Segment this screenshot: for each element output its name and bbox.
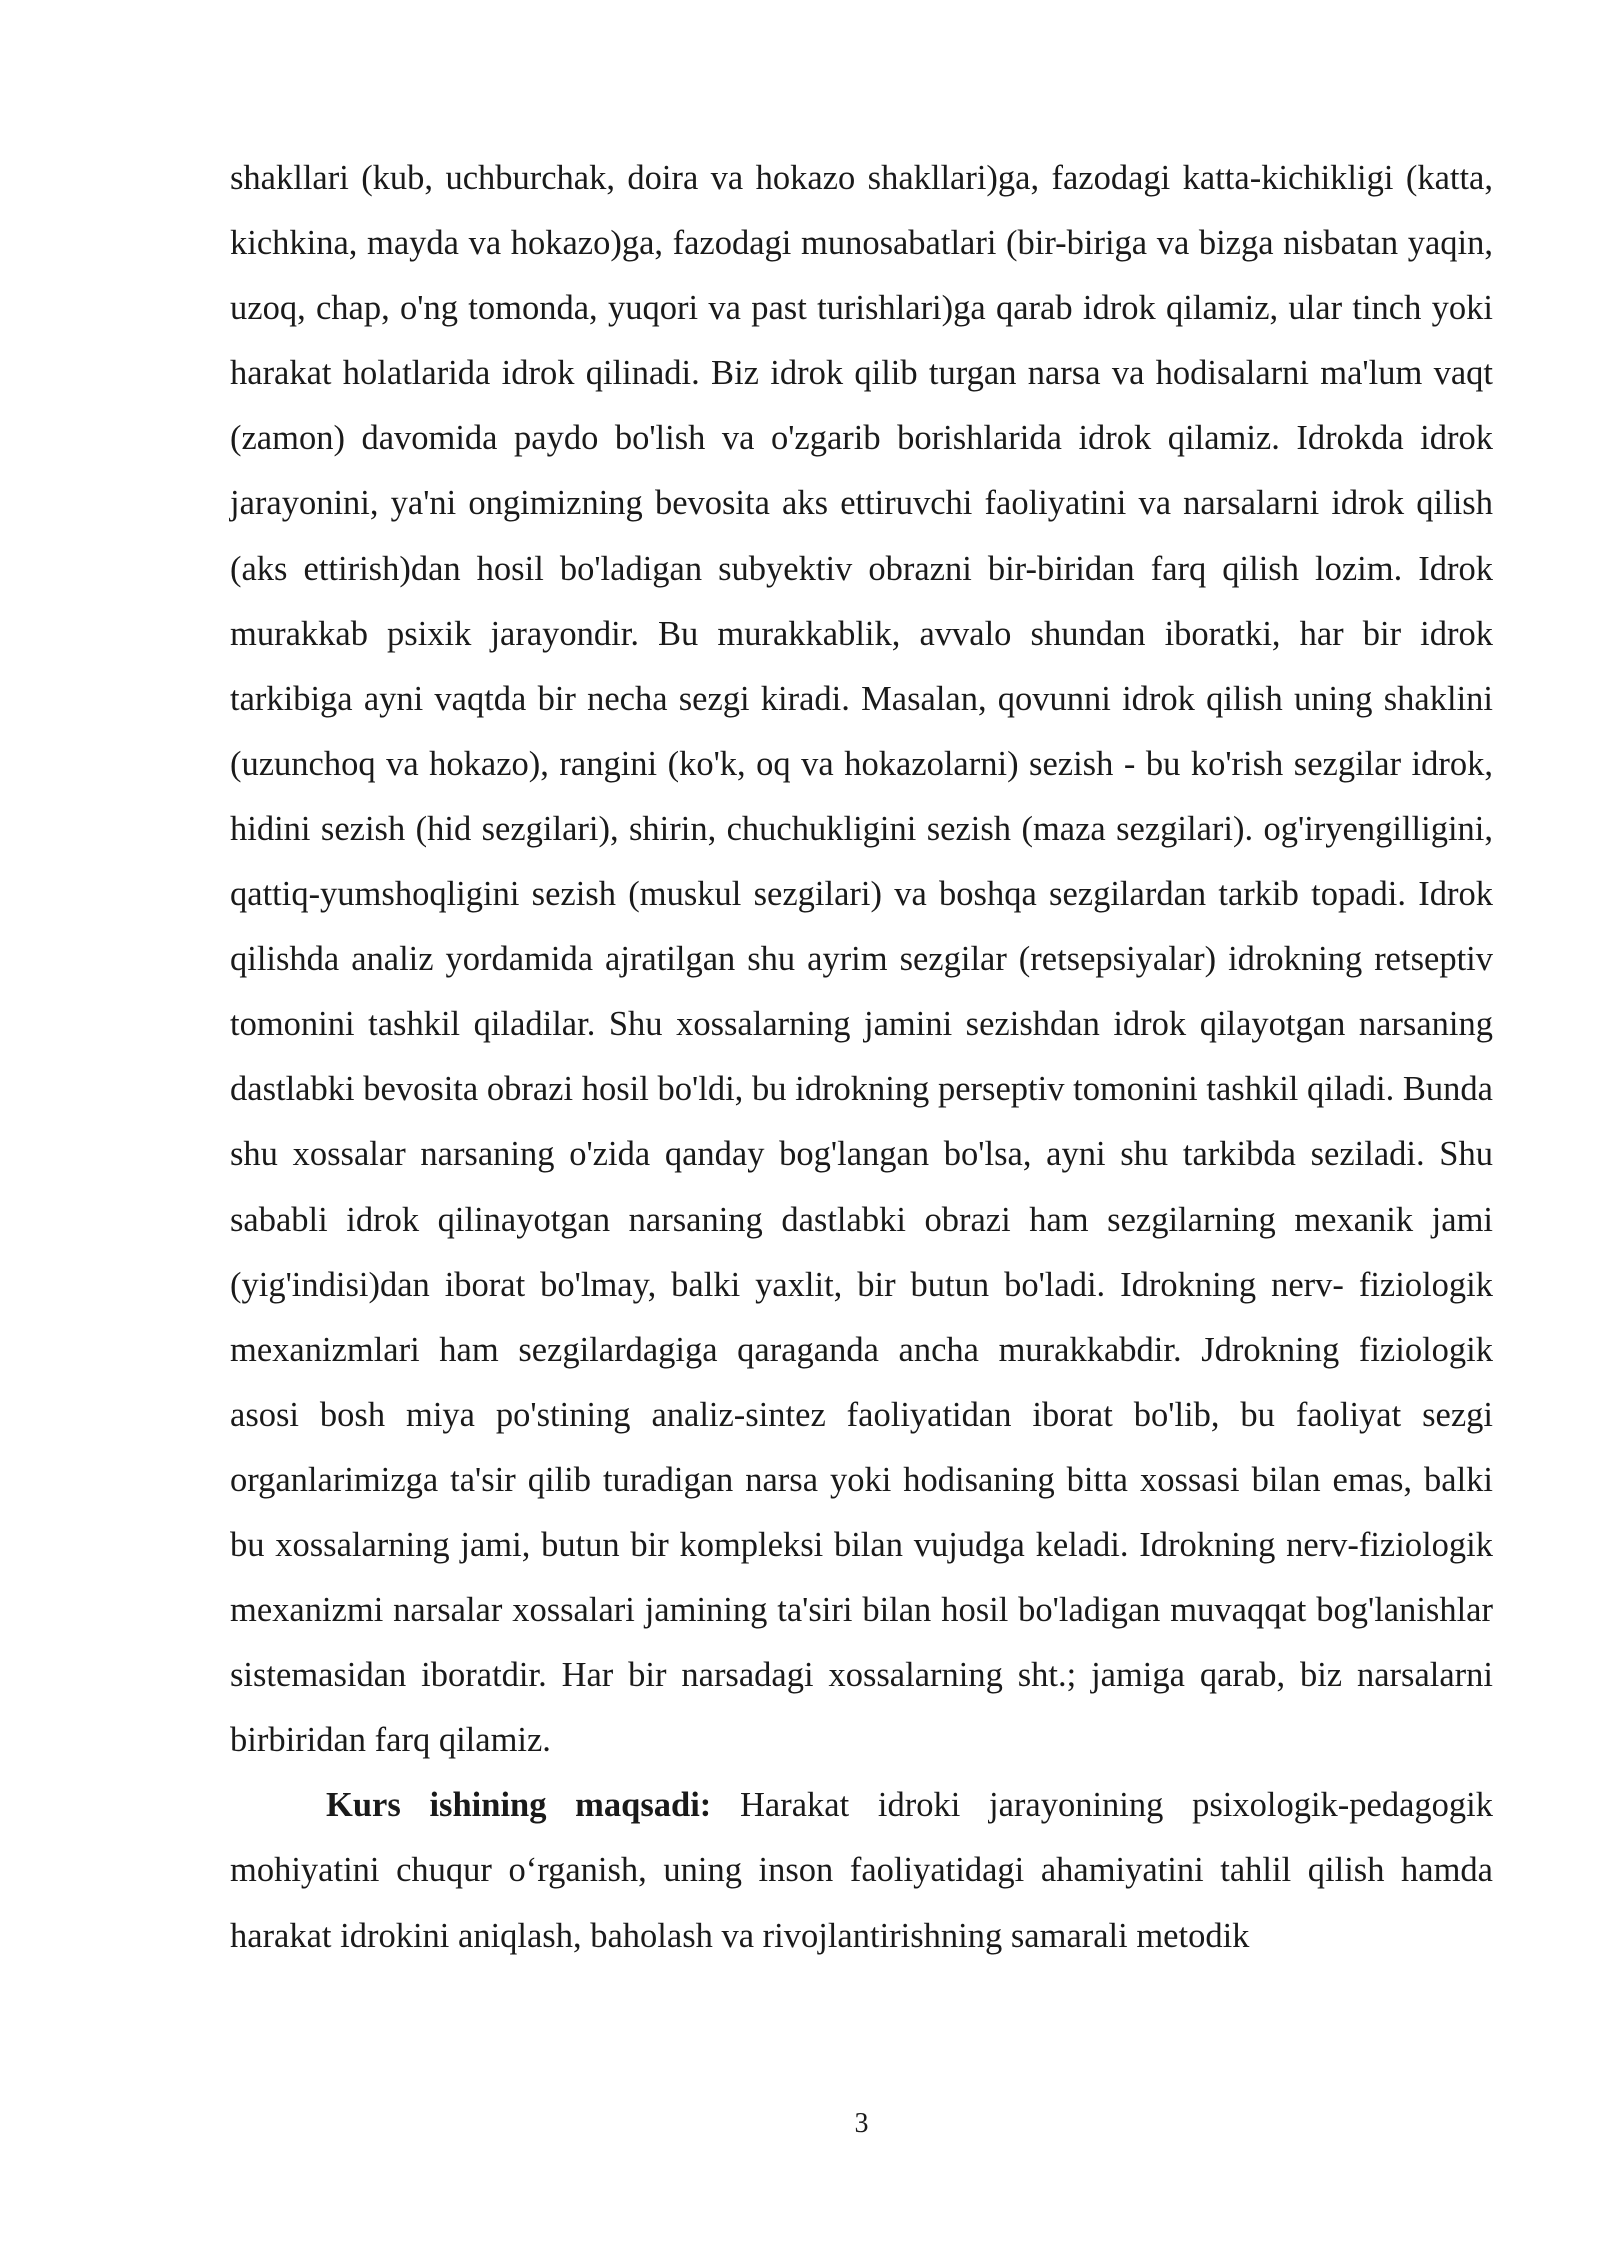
paragraph-course-goal: [230, 1773, 1493, 1968]
course-goal-heading: Kurs ishining maqsadi:: [326, 1786, 712, 1825]
paragraph-idrok-description: shakllari (kub, uchburchak, doira va hokazo shakllari)ga, fazodagi katta-kichikligi (katta, kichkina, mayda va hokazo)ga, fazodagi munosabatlari (bir-biriga va bizga nisbatan yaqin, uzoq, chap, o'ng tomonda, yuqori va past turishlari)ga qarab idrok qilamiz, ular tinch yoki harakat holatlarida idrok qilinadi. Biz idrok qilib turgan narsa va hodisalarni ma'lum vaqt (zamon) davomida paydo bo'lish va o'zgarib borishlarida idrok qilamiz. Idrokda idrok jarayonini, ya'ni ongimizning bevosita aks ettiruvchi faoliyatini va narsalarni idrok qilish (aks ettirish)dan hosil bo'ladigan subyektiv obrazni bir-biridan farq qilish lozim. Idrok murakkab psixik jarayondir. Bu murakkablik, avvalo shundan iboratki, har bir idrok tarkibiga ayni vaqtda bir necha sezgi kiradi. Masalan, qovunni idrok qilish uning shaklini (uzunchoq va hokazo), rangini (ko'k, oq va hokazolarni) sezish - bu ko'rish sezgilar idrok, hidini sezish (hid sezgilari), shirin, chuchukligini sezish (maza sezgilari). og'iryengilligini, qattiq-yumshoqligini sezish (muskul sezgilari) va boshqa sezgilardan tarkib topadi. Idrok qilishda analiz yordamida ajratilgan shu ayrim sezgilar (retsepsiyalar) idrokning retseptiv tomonini tashkil qiladilar. Shu xossalarning jamini sezishdan idrok qilayotgan narsaning dastlabki bevosita obrazi hosil bo'ldi, bu idrokning perseptiv tomonini tashkil qiladi. Bunda shu xossalar narsaning o'zida qanday bog'langan bo'lsa, ayni shu tarkibda seziladi. Shu sababli idrok qilinayotgan narsaning dastlabki obrazi ham sezgilarning mexanik jami (yig'indisi)dan iborat bo'lmay, balki yaxlit, bir butun bo'ladi. Idrokning nerv- fiziologik mexanizmlari ham sezgilardagiga qaraganda ancha murakkabdir. Jdrokning fiziologik asosi bosh miya po'stining analiz-sintez faoliyatidan iborat bo'lib, bu faoliyat sezgi organlarimizga ta'sir qilib turadigan narsa yoki hodisaning bitta xossasi bilan emas, balki bu xossalarning jami, butun bir kompleksi bilan vujudga keladi. Idrokning nerv-fiziologik mexanizmi narsalar xossalari jamining ta'siri bilan hosil bo'ladigan muvaqqat bog'lanishlar sistemasidan iboratdir. Har bir narsadagi xossalarning sht.; jamiga qarab, biz narsalarni birbiridan farq qilamiz.: [230, 159, 1493, 1760]
course-goal-text: Harakat idroki jarayonining psixologik-pedagogik mohiyatini chuqur o‘rganish, uning inson faoliyatidagi ahamiyatini tahlil qilish hamda harakat idrokini aniqlash, baholash va rivojlantirishning samarali metodik: [230, 1786, 1493, 1955]
page-number: 3: [854, 2108, 869, 2139]
body-text: [230, 146, 1493, 1969]
